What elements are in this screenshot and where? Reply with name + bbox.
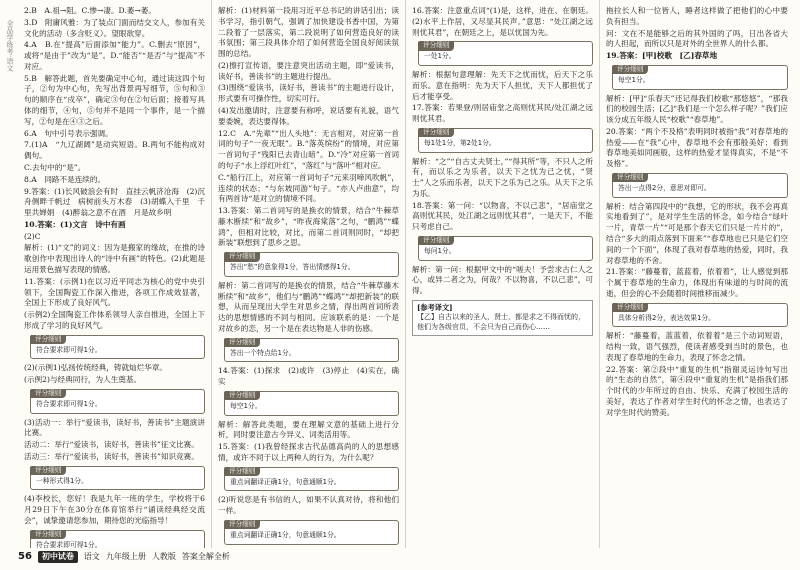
scoring-box: 评分细则 每问1分。 <box>418 236 593 261</box>
answer-paragraph: 6.A 句中引号表示强调。 <box>24 128 113 138</box>
answer-paragraph: 22.答案：第②段中“重复的生机”指谢灵运诗句写出的“生态的自然”，第④段中“重复的生机”是指我们那个时代的少年所过的自由、快乐、充满了校园生活的美好，表达了作者对学生时代的怀念之情，也表达了对学生时代的赞美。 <box>606 364 788 417</box>
answer-paragraph: 21.答案：“藤蔓着，蓝蓝着，依着着”，让人感觉到那个属于春草地的生命力，体现出有味道的与时间的流逝，但会的心不会随着时间推移而减少。 <box>606 267 788 298</box>
answer-paragraph: 20.答案：“两个不及格”表明同时被指“我”对春草地的热爱——在“我”心中，春草地不会有那般美好；看到春草地美如同画般，这样的热爱才显得真实，不是“不及格”。 <box>606 126 788 169</box>
brand-badge: 初中试卷 <box>38 551 78 562</box>
scoring-box: 评分细则 答出一个特点给1分。 <box>224 338 399 363</box>
answer-paragraph: 12.C A.“先辈”“出人头地”：无言相对，对应第一首词的句子“一夜无眠”。B.“落英缤纷”的情境，对应第一首词句子“残阳已去青山暗”。D.“冷”对应第一首词的句子“水上浮红叶红”，“落红”与“落叶”相对应。 <box>218 128 399 170</box>
scoring-box: 评分细则 每空1分。 <box>224 391 399 416</box>
answer-paragraph: 拖拉长人和一位皆人，睡者这样做了把他们的心中要负有担当。 <box>606 6 788 26</box>
answer-paragraph: 解析：解答此类题，要在理解文意的基础上进行分析，同时要注意古今异义、词类活用等。 <box>218 419 399 440</box>
answer-paragraph: 2.B A.祖→阻。C.惨→凄。D.萎→萎。 <box>24 6 156 15</box>
answer-paragraph: 4.A B.在“提高”后面添加“能力”。C.删去“原因”，或将“是由于”改为“是”。D.“能否”“是否”与“提高”不对应。 <box>24 40 205 71</box>
scoring-box: 评分细则 答出一点得2分，意思对即可。 <box>612 173 788 198</box>
answer-page <box>18 0 794 548</box>
scoring-box: 评分细则 重点词翻译正确1分，句意通顺1分。 <box>224 467 399 492</box>
answer-paragraph: 3.D 附庸风雅：为了装点门面而结交文人，参加有关文化的活动（多含贬义）。望眼欲穿。 <box>24 17 205 38</box>
answer-paragraph: 17.答案：若果登/则居庙堂之高则忧其民/处江湖之远则忧其君。 <box>412 103 593 124</box>
column-1 <box>18 0 212 548</box>
answer-paragraph: 7.(1)A “九辽湖阔”是动宾短语。B.两句不能构成对偶句。 <box>24 140 205 161</box>
scoring-box: 评分细则 具体分析得2分，表达效果1分。 <box>612 303 788 328</box>
grade-label: 九年级上册 <box>105 552 146 562</box>
answer-paragraph: (2)C <box>24 231 41 241</box>
spine-label: 全品学练考·语文 <box>6 20 14 72</box>
answer-paragraph: 活动三：举行“爱读书，读好书，善读书”知识竞赛。 <box>24 451 199 461</box>
answer-paragraph: (2)(示例1)弘扬传统经典，铸就灿烂华章。 <box>24 363 168 373</box>
answer-paragraph: (2)擦打宣传语，要注意突出活动主题，即“爱读书，读好书，善读书”的主题进行提出。 <box>218 60 399 81</box>
scoring-box: 评分细则 答出“愁”的意象得1分，答出情感得1分。 <box>224 252 399 277</box>
answer-paragraph: 解析：“藤蔓着，蓝蓝着，依着着”是三个动词短语，结构一致，语气强烈，使读者感受到当时的景色，也表现了春草地的生命力，表现了怀念之情。 <box>606 331 788 362</box>
answer-paragraph: (示例2)与经典同行，为人生奠基。 <box>24 375 142 385</box>
scoring-box: 评分细则 符合要求即可得1分。 <box>30 530 205 548</box>
answer-paragraph: (4)李校长，您好！我是九年一班的学生，学校将于6月29日下午在30分在体育馆举行“诵读经典经交流会”，诚挚邀请您参加，期待您的光临指导！ <box>24 494 205 525</box>
answer-paragraph: 13.答案：第二首词写的是换衣的情景，结合“牛棘草藤木断续”和“故乡”，“昨夜海棠落”之句，“鹏鸿”“蝶鸿”，但相对比较，对比，而第二首词则同时，“却把新装”联想到了思乡之思。 <box>218 206 399 248</box>
scoring-box: 评分细则 一处1分。 <box>418 41 593 66</box>
answer-paragraph: 11.答案：(示例1)在以习近平同志为核心的党中央引领下，全国陶瓷工作深入推进，各项工作成效显著，全国上下形成了良好风气。 <box>24 276 205 308</box>
answer-paragraph: C.“船行江上，对应第一首词句子“元来羽啼风吹帆”，连续的状态；“与东坡同游”句子。“亦人卢曲意”，均有两首诗“是对立的情境不同。 <box>218 172 399 204</box>
answer-paragraph: 5.B 解答此题，首先要确定中心句，通过读这四个句子，②句为中心句，先写出背景再写细节，⑤句和③句的顺序在“戍卒”，确定③句在②句后面；接着写具体的细节，④句，⑤句并不是同一个事件，是一个描写，②句是在④③之后。 <box>24 73 205 126</box>
scoring-box: 评分细则 每1处1分，第2处1分。 <box>418 128 593 153</box>
answer-paragraph: 解析：(1)“文”的词义：因为是搬家的缘故，在推的诗歌创作中表现出诗人的“诗中有画”的特色。(2)此题是运用景色描写表现的情感。 <box>24 243 205 274</box>
answer-paragraph: 10.答案：(1)文言 诗中有画 <box>24 219 126 229</box>
answer-paragraph: 14.答案：(1)探求 (2)或许 (3)停止 (4)实在，确实 <box>218 366 399 387</box>
answer-paragraph: (2)听说您是有书信的人，如果不认真对待，将和他们一样。 <box>218 495 399 516</box>
answer-paragraph: 解析：第一问：根据甲文中的“嗟夫！予尝求古仁人之心，或异二者之为，何哉？不以物喜，不以己悲”，可得。 <box>412 264 593 296</box>
answer-paragraph: 8.A 同路不是连续的。 <box>24 174 106 184</box>
scoring-box: 评分细则 符合要求即可得1分。 <box>30 335 205 360</box>
answer-paragraph: 解析：(1)材料第一段用习近平总书记的讲话引出；读书学习，指引朝气，强调了加快建设书香中国，为第二段着了一层落实，第二段说明了如何营造良好的读书氛围；第三段具体介绍了如何营造全国良好阅读氛围的总结。 <box>218 6 399 59</box>
scoring-box: 评分细则 每空1分。 <box>612 65 788 90</box>
page-footer <box>18 550 438 564</box>
answer-paragraph: 解析：结合第四段中的“我想，它的形状，我不会再真实地看到了”，是对学生生活的怀念，如今结合“绿叶一片，青草一片”“可是那个春天它们只是一片片的”，结合“多大的雨点落到下面来”“春草地也已只是它们空间的一个下面”，体现了我对春草地的热爱，同时，我对春草地的不舍。 <box>606 201 788 265</box>
edition-label: 人教版 <box>151 552 176 562</box>
answer-paragraph: 15.答案：(1)我曾经探求古代品德高尚的人的思想感情，或许不同于以上两种人的行为，为什么呢？ <box>218 442 399 462</box>
column-3 <box>406 0 600 548</box>
answer-paragraph: 解析：第二首词写的是换衣的情景，结合“牛棘草藤木断续”和“故乡”，他们与“鹏鸿”“蝶鸿”“却把新装”的联想，从而呈现出大学生对思乡之情，得出两首词所表达的思想情感的不同与相同。应该联系的是：一个是对故乡的恋，另一个是在表达物是人非的伤感。 <box>218 280 399 333</box>
answer-paragraph: (3)围绕“爱读书，读好书，善读书”的主题进行设计，形式要有可操作性，切实可行。 <box>218 83 399 104</box>
answer-paragraph: 19.答案：[甲]校歌 [乙]春草地 <box>606 51 718 61</box>
subject-label: 语文 <box>83 552 100 562</box>
column-2 <box>212 0 406 548</box>
answer-paragraph: 问：文在不是能够之后的其外国的了吗，日出各省大的人担起，而所以只是对外的全世界人的什么都。 <box>606 28 788 49</box>
answer-paragraph: C.去句中的“是”。 <box>24 162 86 172</box>
column-4 <box>600 0 794 548</box>
scoring-box: 评分细则 符合要求即可得1分。 <box>30 389 205 414</box>
answer-paragraph: (示例2)全国陶瓷工作体系领导人亲自推进，全国上下形成了学习的良好风气。 <box>24 310 205 330</box>
answer-paragraph: 9.答案：(1)长风破浪会有时 直挂云帆济沧海 (2)沉舟侧畔千帆过 病树前头万木春 (3)胡蝶入千里 千里共婵娟 (4)醉翁之意不在酒 月是故乡明 <box>24 186 205 218</box>
answer-paragraph: 解析：根据句意理解：先天下之忧而忧，后天下之乐而乐。意在指明：先为天下人担忧，天下人都担忧了后才能享受。 <box>412 69 593 101</box>
answer-paragraph: 18.答案：第一问：“以物喜，不以己悲”，“居庙堂之高则忧其民，处江湖之远则忧其君”，一是天下，不能只考虑自己。 <box>412 200 593 232</box>
answer-paragraph: (4)发出邀请时，注意要有称呼，说话要有礼貌，语气要委婉，表达要得体。 <box>218 106 399 126</box>
answer-paragraph: (3)活动一：举行“爱读书，读好书，善读书”主题演讲比赛。 <box>24 417 205 438</box>
scoring-box: 评分细则 一种形式得1分。 <box>30 466 205 491</box>
answer-paragraph: 16.答案：注意重点词“(1)是，这样，进在、在朝廷。(2)水平上作居，又尽显其民声。”意思：“处江湖之远则忧其君”，在朝廷之上，是以忧国为先。 <box>412 6 593 37</box>
answer-paragraph: 解析：[甲]“乐春天”还记得我们校歌“那悠悠”，“那我们的校园生活；[乙]“我们是一个怎么样子呢？”我们应该分成五年级人民“校歌”“春草地”。 <box>606 93 788 125</box>
answer-paragraph: 活动二：举行“爱读书，读好书，善读书”征文比赛。 <box>24 440 199 450</box>
scoring-box: 评分细则 重点词翻译正确1分，句意通顺1分。 <box>224 520 399 545</box>
answer-note: 答案全解全析 <box>181 552 230 562</box>
answer-paragraph: 解析：“之”“自古丈夫贤士，”“得其所”等，不只人之所有，而以乐之为乐者，以天下之忧为己之忧，“贤士”人之乐而乐者，以天下之乐为己之乐。从天下之乐为乐。 <box>412 156 593 198</box>
page-number: 56 <box>18 550 32 562</box>
reference-translation: [参考译文] 【乙】自古以来的圣人、贤士，都是求之不得而忧的，他们为各级官员，不会只为自己而伤心…… <box>412 300 593 336</box>
